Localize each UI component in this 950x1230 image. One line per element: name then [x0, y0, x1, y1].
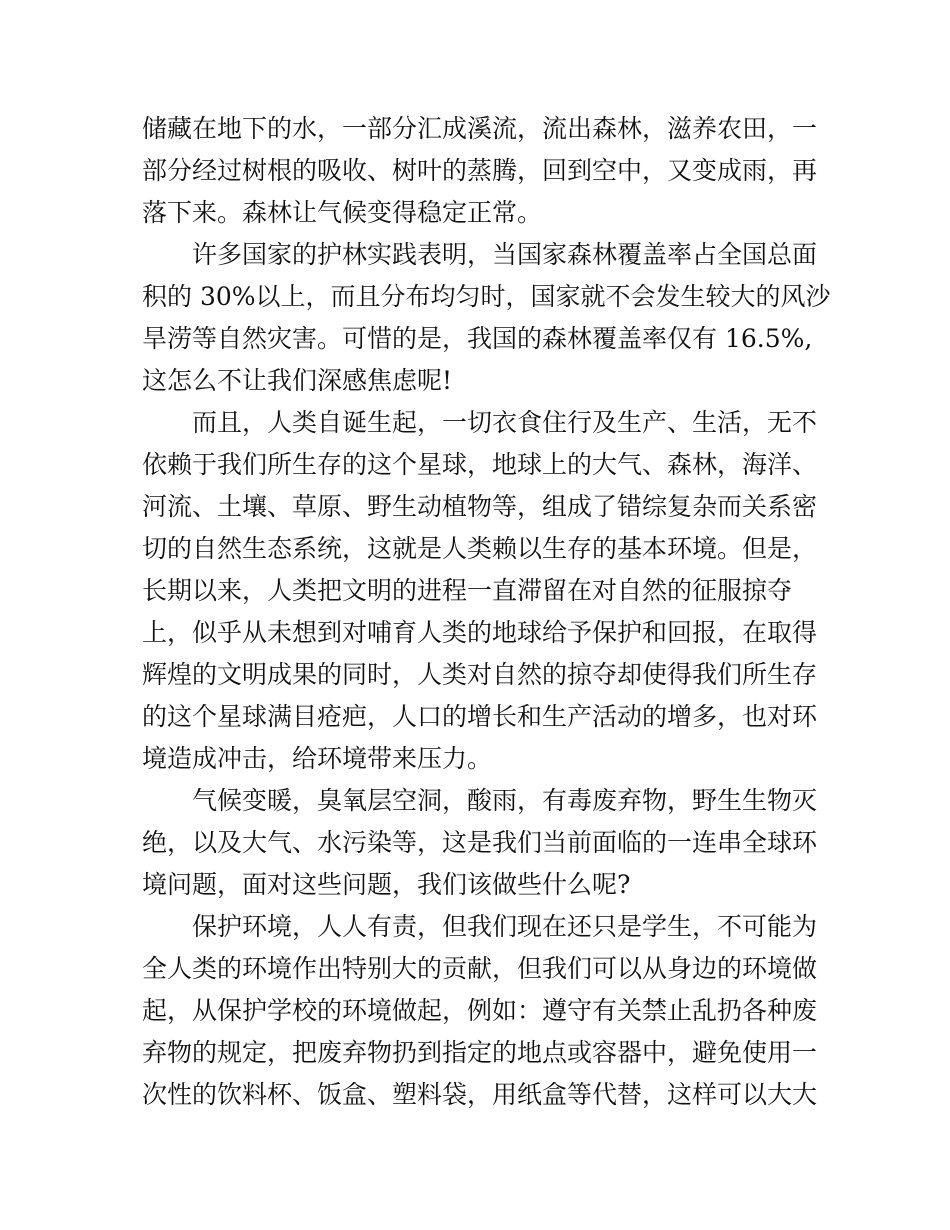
text-line: 上，似乎从未想到对哺育人类的地球给予保护和回报，在取得	[142, 618, 818, 647]
text-line: 河流、土壤、草原、野生动植物等，组成了错综复杂而关系密	[142, 492, 818, 521]
paragraph-first-line: 而且，人类自诞生起，一切衣食住行及生产、生活，无不	[192, 408, 818, 437]
text-line: 辉煌的文明成果的同时，人类对自然的掠夺却使得我们所生存	[142, 660, 818, 689]
text-line: 旱涝等自然灾害。可惜的是，我国的森林覆盖率仅有 16.5%,	[142, 324, 813, 353]
text-line: 落下来。森林让气候变得稳定正常。	[142, 198, 543, 227]
text-line: 次性的饮料杯、饭盒、塑料袋，用纸盒等代替，这样可以大大	[142, 1080, 818, 1109]
text-line: 全人类的环境作出特别大的贡献，但我们可以从身边的环境做	[142, 954, 818, 983]
text-line: 起，从保护学校的环境做起，例如：遵守有关禁止乱扔各种废	[142, 996, 818, 1025]
text-line: 境问题，面对这些问题，我们该做些什么呢?	[142, 870, 631, 899]
text-line: 积的 30%以上，而且分布均匀时，国家就不会发生较大的风沙	[142, 282, 831, 311]
text-line: 弃物的规定，把废弃物扔到指定的地点或容器中，避免使用一	[142, 1038, 818, 1067]
text-line: 部分经过树根的吸收、树叶的蒸腾，回到空中，又变成雨，再	[142, 156, 818, 185]
paragraph-first-line: 许多国家的护林实践表明，当国家森林覆盖率占全国总面	[192, 240, 818, 269]
text-line: 这怎么不让我们深感焦虑呢!	[142, 366, 453, 395]
text-line: 境造成冲击，给环境带来压力。	[142, 744, 493, 773]
text-line: 依赖于我们所生存的这个星球，地球上的大气、森林，海洋、	[142, 450, 818, 479]
paragraph-first-line: 保护环境，人人有责，但我们现在还只是学生，不可能为	[192, 912, 818, 941]
paragraph-first-line: 气候变暖，臭氧层空洞，酸雨，有毒废弃物，野生生物灭	[192, 786, 818, 815]
text-line: 绝，以及大气、水污染等，这是我们当前面临的一连串全球环	[142, 828, 818, 857]
text-line: 储藏在地下的水，一部分汇成溪流，流出森林，滋养农田，一	[142, 114, 818, 143]
text-line: 切的自然生态系统，这就是人类赖以生存的基本环境。但是，	[142, 534, 818, 563]
text-line: 长期以来，人类把文明的进程一直滞留在对自然的征服掠夺	[142, 576, 793, 605]
document-body	[142, 108, 831, 1116]
text-line: 的这个星球满目疮疤，人口的增长和生产活动的增多，也对环	[142, 702, 818, 731]
